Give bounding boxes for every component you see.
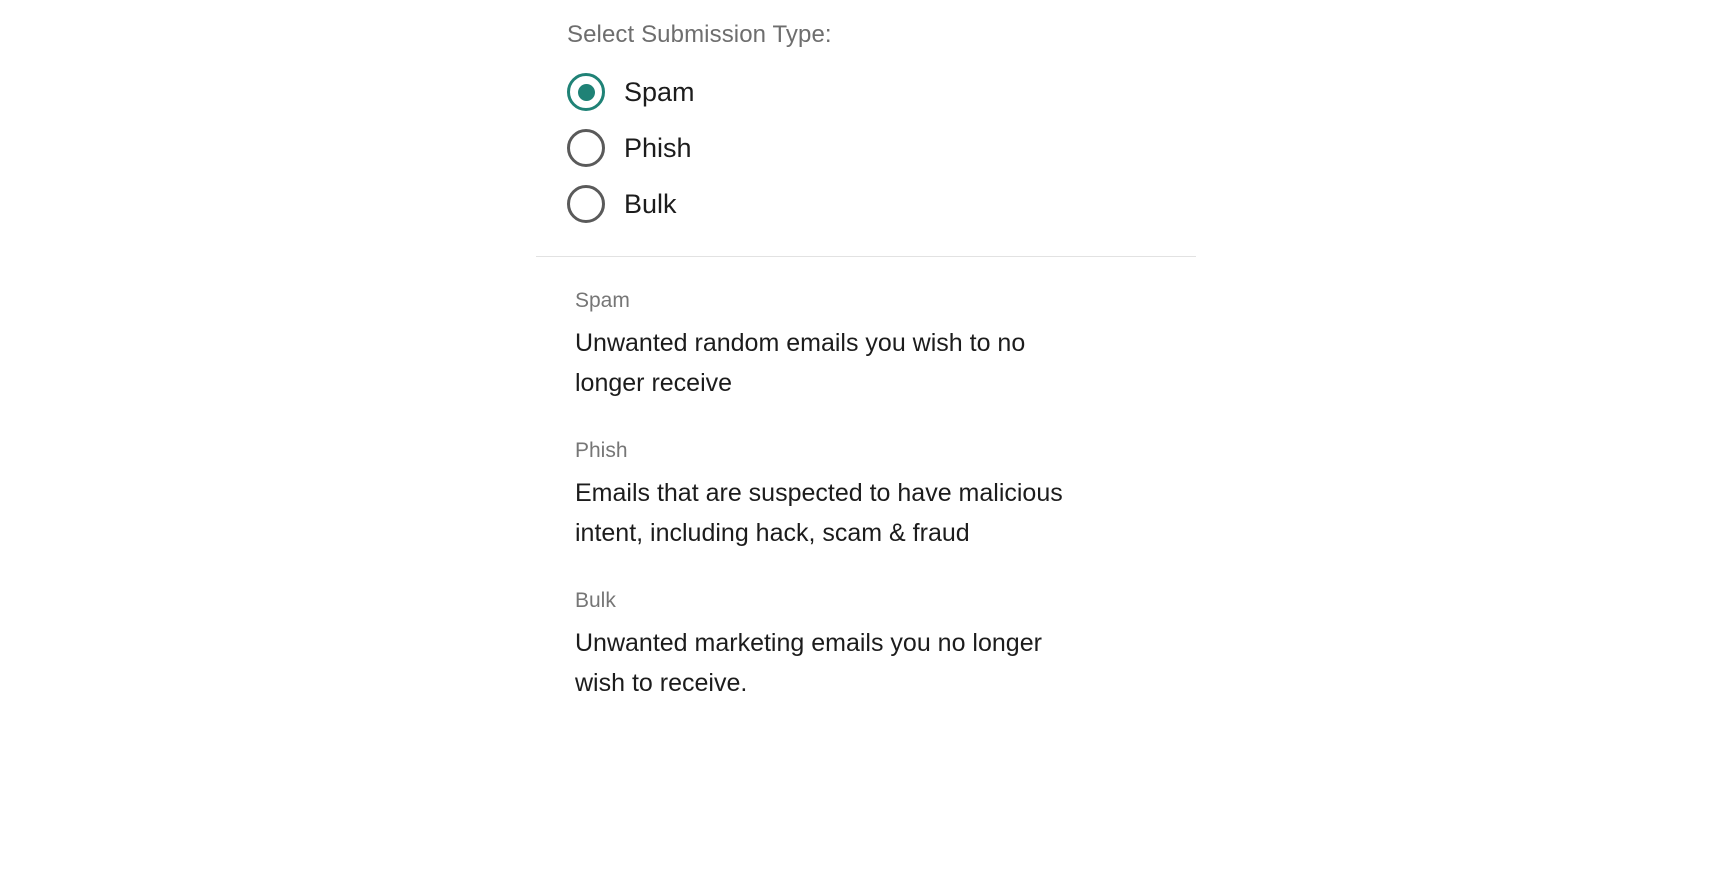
definition-description: Unwanted marketing emails you no longer wish to receive. — [575, 629, 1042, 697]
radio-option-spam[interactable] — [567, 64, 1196, 120]
radio-option-label: Phish — [624, 133, 692, 163]
radio-option-bulk[interactable] — [567, 176, 1196, 232]
submission-type-radio-group — [536, 64, 1196, 232]
radio-button-icon[interactable] — [567, 129, 605, 167]
radio-option-label: Bulk — [624, 189, 677, 219]
radio-button-icon[interactable] — [567, 185, 605, 223]
section-label: Select Submission Type: — [567, 21, 832, 48]
definition-term: Bulk — [575, 589, 616, 612]
radio-selected-dot-icon — [578, 140, 595, 157]
radio-selected-dot-icon — [578, 196, 595, 213]
definition-item — [575, 587, 1196, 703]
radio-selected-dot-icon — [578, 84, 595, 101]
radio-button-icon[interactable] — [567, 73, 605, 111]
definition-item — [575, 437, 1196, 553]
definition-term: Phish — [575, 439, 628, 462]
definition-description: Emails that are suspected to have malicious intent, including hack, scam & fraud — [575, 479, 1063, 547]
definition-description: Unwanted random emails you wish to no longer receive — [575, 329, 1026, 397]
radio-option-phish[interactable] — [567, 120, 1196, 176]
definition-item — [575, 287, 1196, 403]
definition-term: Spam — [575, 289, 630, 312]
radio-option-label: Spam — [624, 77, 695, 107]
section-divider — [536, 256, 1196, 257]
definitions-list — [536, 257, 1196, 703]
submission-type-panel — [536, 0, 1196, 737]
